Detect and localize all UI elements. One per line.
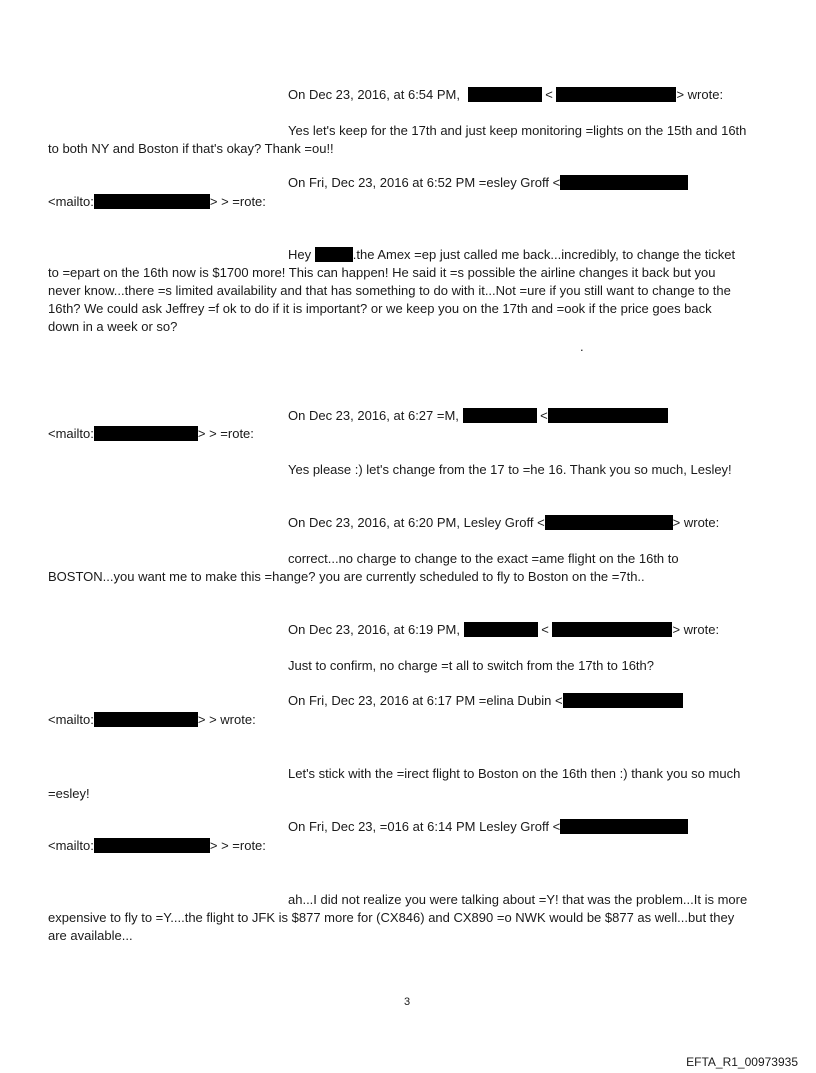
email-header — [288, 174, 688, 192]
header-text: < — [541, 622, 549, 637]
message-line: correct...no charge to change to the exact =ame flight on the 16th to — [288, 551, 679, 566]
message-text: Hey — [288, 247, 312, 262]
redaction — [94, 838, 210, 853]
redaction — [548, 408, 668, 423]
header-text: > > wrote: — [197, 712, 256, 727]
message-line: ah...I did not realize you were talking about =Y! that was the problem...It is more — [288, 892, 748, 907]
redaction — [552, 622, 672, 637]
redaction — [464, 622, 538, 637]
message-line: are available... — [48, 928, 133, 943]
email-header — [288, 818, 688, 836]
message-line: BOSTON...you want me to make this =hange? you are currently scheduled to fly to Boston on the =7th.. — [48, 569, 645, 584]
header-text: > > =rote: — [209, 838, 266, 853]
document-id: EFTA_R1_00973935 — [686, 1055, 798, 1069]
redaction — [560, 175, 688, 190]
redaction — [315, 247, 353, 262]
message-line: Yes let's keep for the 17th and just keep monitoring =lights on the 15th and 16th — [288, 123, 747, 138]
message-line: Let's stick with the =irect flight to Boston on the 16th then :) thank you so much — [288, 766, 741, 781]
email-header — [288, 514, 719, 532]
redaction — [545, 515, 673, 530]
redaction — [563, 693, 683, 708]
email-header — [288, 621, 719, 639]
header-text: On Dec 23, 2016, at 6:19 PM, — [288, 622, 460, 637]
message-line: never know...there =s limited availability and that has something to do with it...Not =ure if you still want to change to the — [48, 283, 731, 298]
message-line: to both NY and Boston if that's okay? Thank =ou!! — [48, 141, 334, 156]
header-text: > wrote: — [672, 622, 720, 637]
redaction — [556, 87, 676, 102]
message-line: to =epart on the 16th now is $1700 more! This can happen! He said it =s possible the airline changes it back but you — [48, 265, 716, 280]
page-number: 3 — [404, 996, 411, 1008]
mailto-text: <mailto: — [48, 194, 94, 209]
message-line: =esley! — [48, 786, 90, 801]
header-text: On Dec 23, 2016, at 6:27 =M, — [288, 408, 459, 423]
header-text: On Dec 23, 2016, at 6:20 PM, Lesley Groff < — [288, 515, 545, 530]
mailto-line — [48, 425, 254, 443]
message-line: down in a week or so? — [48, 319, 178, 334]
message-line: 16th? We could ask Jeffrey =f ok to do if it is important? or we keep you on the 17th and =ook if the price goes back — [48, 301, 712, 316]
header-text: > wrote: — [672, 515, 720, 530]
header-text: On Fri, Dec 23, 2016 at 6:17 PM =elina Dubin < — [288, 693, 563, 708]
redaction — [94, 194, 210, 209]
mailto-text: <mailto: — [48, 712, 94, 727]
redaction — [94, 426, 198, 441]
message-line — [288, 246, 735, 264]
mailto-text: <mailto: — [48, 838, 94, 853]
mailto-line — [48, 837, 266, 855]
header-text: On Dec 23, 2016, at 6:54 PM, — [288, 87, 460, 102]
redaction — [560, 819, 688, 834]
message-line: expensive to fly to =Y....the flight to JFK is $877 more for (CX846) and CX890 =o NWK would be $877 as well...but they — [48, 910, 735, 925]
mailto-text: <mailto: — [48, 426, 94, 441]
redaction — [468, 87, 542, 102]
stray-dot: . — [580, 339, 584, 354]
header-text: On Fri, Dec 23, =016 at 6:14 PM Lesley Groff < — [288, 819, 561, 834]
email-header — [288, 407, 668, 425]
message-text: .the Amex =ep just called me back...incredibly, to change the ticket — [352, 247, 736, 262]
mailto-line — [48, 193, 266, 211]
email-header — [288, 692, 683, 710]
header-text: < — [545, 87, 553, 102]
mailto-line — [48, 711, 256, 729]
redaction — [463, 408, 537, 423]
header-text: > > =rote: — [209, 194, 266, 209]
header-text: < — [540, 408, 548, 423]
message-line: Just to confirm, no charge =t all to switch from the 17th to 16th? — [288, 658, 654, 673]
header-text: On Fri, Dec 23, 2016 at 6:52 PM =esley Groff < — [288, 175, 561, 190]
email-header — [288, 86, 723, 104]
redaction — [94, 712, 198, 727]
header-text: > > =rote: — [197, 426, 254, 441]
header-text: > wrote: — [676, 87, 724, 102]
message-line: Yes please :) let's change from the 17 to =he 16. Thank you so much, Lesley! — [288, 462, 732, 477]
